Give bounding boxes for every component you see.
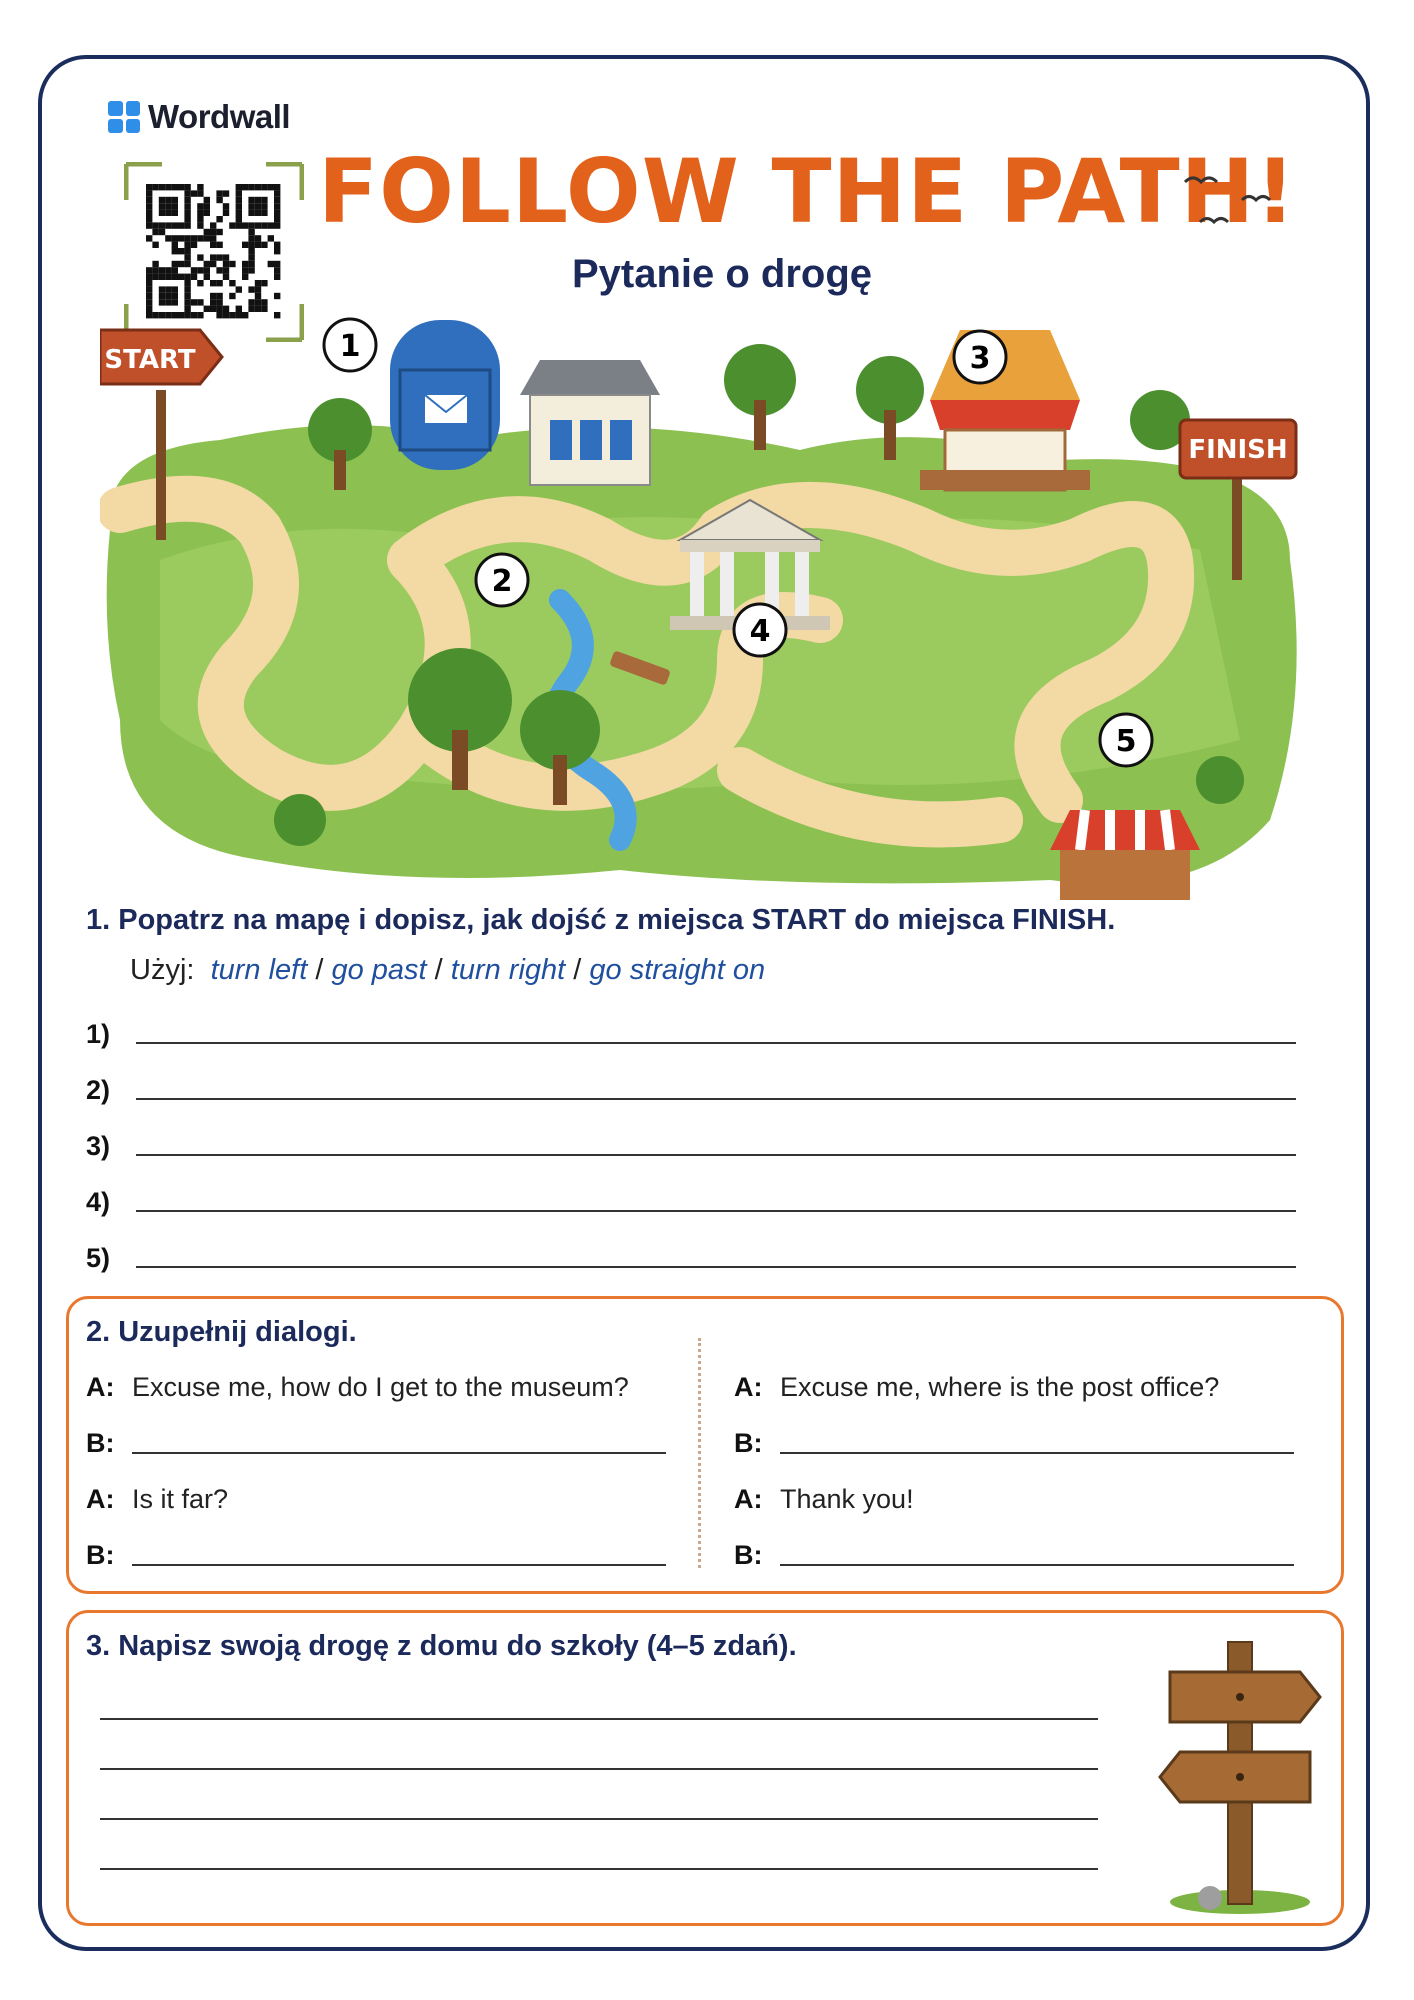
option-turn-right: turn right xyxy=(450,954,566,986)
svg-text:3: 3 xyxy=(969,341,991,376)
svg-text:5: 5 xyxy=(1115,724,1137,759)
dialog-left-line-4[interactable]: B: xyxy=(86,1540,666,1571)
signpost-illustration xyxy=(1150,1622,1330,1918)
dialog-right-line-2[interactable]: B: xyxy=(734,1428,1294,1459)
answer-line-2[interactable] xyxy=(86,1066,1296,1106)
marker-5 xyxy=(1100,714,1152,766)
birds-icon xyxy=(1180,170,1290,240)
page-subtitle: Pytanie o drogę xyxy=(571,252,873,296)
option-go-past: go past xyxy=(331,954,427,986)
option-separator: / xyxy=(565,954,590,986)
option-go-straight-on: go straight on xyxy=(589,954,766,986)
dialog-right-line-3: A: Thank you! xyxy=(734,1484,914,1514)
writing-line[interactable] xyxy=(100,1718,1098,1720)
marker-2 xyxy=(476,554,528,606)
wordwall-logo xyxy=(108,98,290,136)
post-box-building xyxy=(390,320,500,470)
exercise-3-instruction: 3. Napisz swoją drogę z domu do szkoły (4–5 zdań). xyxy=(86,1630,797,1662)
house-building xyxy=(520,360,660,485)
dialog-right-line-1: A: Excuse me, where is the post office? xyxy=(734,1372,1220,1402)
line-number: 4) xyxy=(86,1187,111,1217)
finish-label: FINISH xyxy=(1188,435,1288,465)
svg-text:4: 4 xyxy=(749,614,771,649)
option-turn-left: turn left xyxy=(210,954,308,986)
writing-line[interactable] xyxy=(100,1768,1098,1770)
svg-text:2: 2 xyxy=(491,564,513,599)
answer-line-3[interactable] xyxy=(86,1122,1296,1162)
answer-line-1[interactable] xyxy=(86,1010,1296,1050)
exercise-1-instruction: 1. Popatrz na mapę i dopisz, jak dojść z miejsca START do miejsca FINISH. xyxy=(86,904,1116,936)
wordwall-logo-icon xyxy=(108,101,140,133)
start-label: START xyxy=(104,345,196,375)
dialog-left-line-1: A: Excuse me, how do I get to the museum? xyxy=(86,1372,629,1402)
dialog-divider xyxy=(698,1338,701,1568)
dialog-right-line-4[interactable]: B: xyxy=(734,1540,1294,1571)
answer-line-5[interactable] xyxy=(86,1234,1296,1274)
dialog-left-line-2[interactable]: B: xyxy=(86,1428,666,1459)
option-separator: / xyxy=(307,954,332,986)
route-map-illustration xyxy=(100,300,1320,900)
exercise-1-hint xyxy=(130,954,765,987)
shop-building xyxy=(1050,810,1200,900)
line-number: 3) xyxy=(86,1131,111,1161)
page-title: FOLLOW THE PATH! xyxy=(318,140,1297,243)
line-number: 2) xyxy=(86,1075,111,1105)
writing-line[interactable] xyxy=(100,1818,1098,1820)
brand-name: Wordwall xyxy=(148,98,291,135)
line-number: 1) xyxy=(86,1019,111,1049)
writing-line[interactable] xyxy=(100,1868,1098,1870)
option-separator: / xyxy=(426,954,451,986)
line-number: 5) xyxy=(86,1243,111,1273)
svg-text:1: 1 xyxy=(339,329,361,364)
exercise-2-instruction: 2. Uzupełnij dialogi. xyxy=(86,1316,357,1348)
dialog-left-line-3: A: Is it far? xyxy=(86,1484,229,1514)
marker-1 xyxy=(324,319,376,371)
use-label: Użyj: xyxy=(130,954,195,986)
answer-line-4[interactable] xyxy=(86,1178,1296,1218)
marker-3 xyxy=(954,331,1006,383)
marker-4 xyxy=(734,604,786,656)
